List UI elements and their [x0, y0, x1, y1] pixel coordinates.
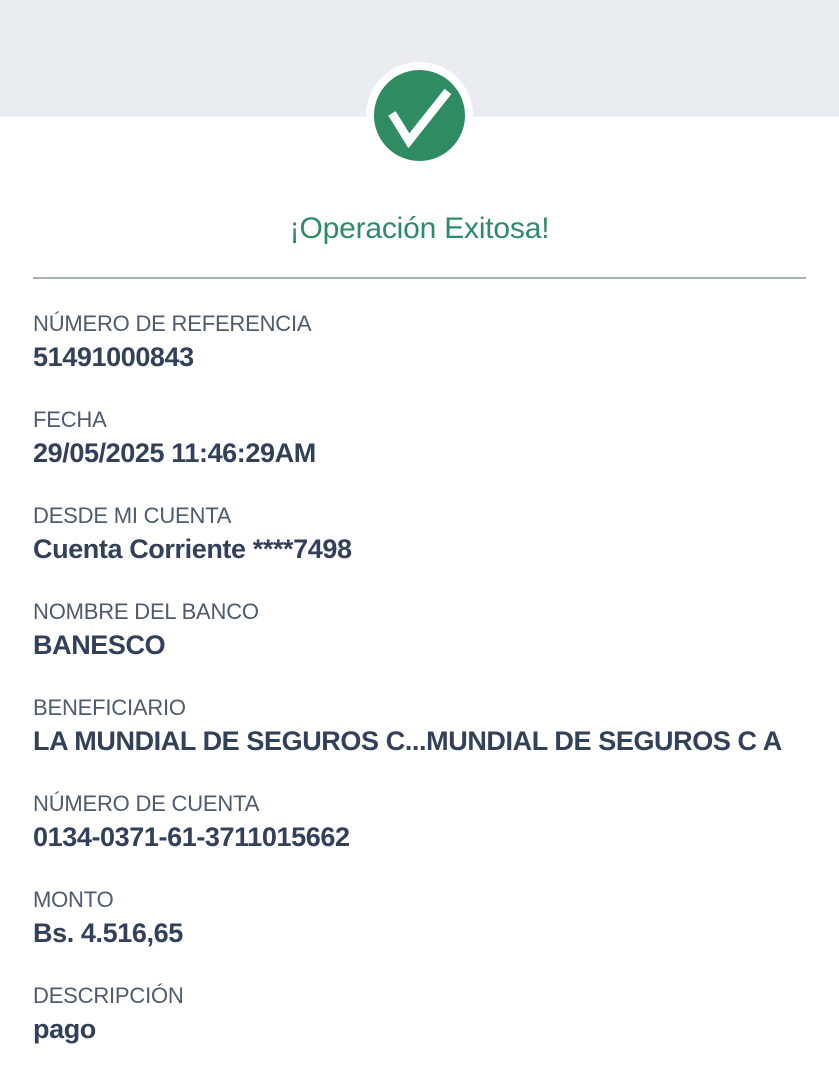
- field-value: 51491000843: [33, 342, 194, 372]
- field-value: BANESCO: [33, 630, 166, 660]
- page-title: ¡Operación Exitosa!: [289, 212, 550, 245]
- field-value: Cuenta Corriente ****7498: [33, 534, 352, 564]
- field-numero-de-cuenta: [33, 791, 819, 853]
- divider-line: [33, 277, 806, 279]
- field-value: pago: [33, 1014, 96, 1044]
- field-nombre-del-banco: [33, 599, 819, 661]
- field-label: NOMBRE DEL BANCO: [33, 599, 259, 624]
- field-value: Bs. 4.516,65: [33, 918, 183, 948]
- field-label: DESDE MI CUENTA: [33, 503, 232, 528]
- field-label: FECHA: [33, 407, 107, 432]
- field-fecha: [33, 407, 819, 469]
- field-descripcion: [33, 983, 819, 1045]
- field-value: 0134-0371-61-3711015662: [33, 822, 350, 852]
- field-monto: [33, 887, 819, 949]
- success-check-icon: [366, 62, 473, 169]
- receipt-fields: [33, 311, 819, 1079]
- field-beneficiario: [33, 695, 819, 757]
- field-desde-mi-cuenta: [33, 503, 819, 565]
- field-value: LA MUNDIAL DE SEGUROS C...MUNDIAL DE SEGUROS C A: [33, 726, 782, 756]
- field-label: NÚMERO DE REFERENCIA: [33, 311, 312, 336]
- field-label: MONTO: [33, 887, 114, 912]
- field-label: DESCRIPCIÓN: [33, 983, 184, 1008]
- field-value: 29/05/2025 11:46:29AM: [33, 438, 316, 468]
- field-numero-de-referencia: [33, 311, 819, 373]
- field-label: BENEFICIARIO: [33, 695, 186, 720]
- field-label: NÚMERO DE CUENTA: [33, 791, 260, 816]
